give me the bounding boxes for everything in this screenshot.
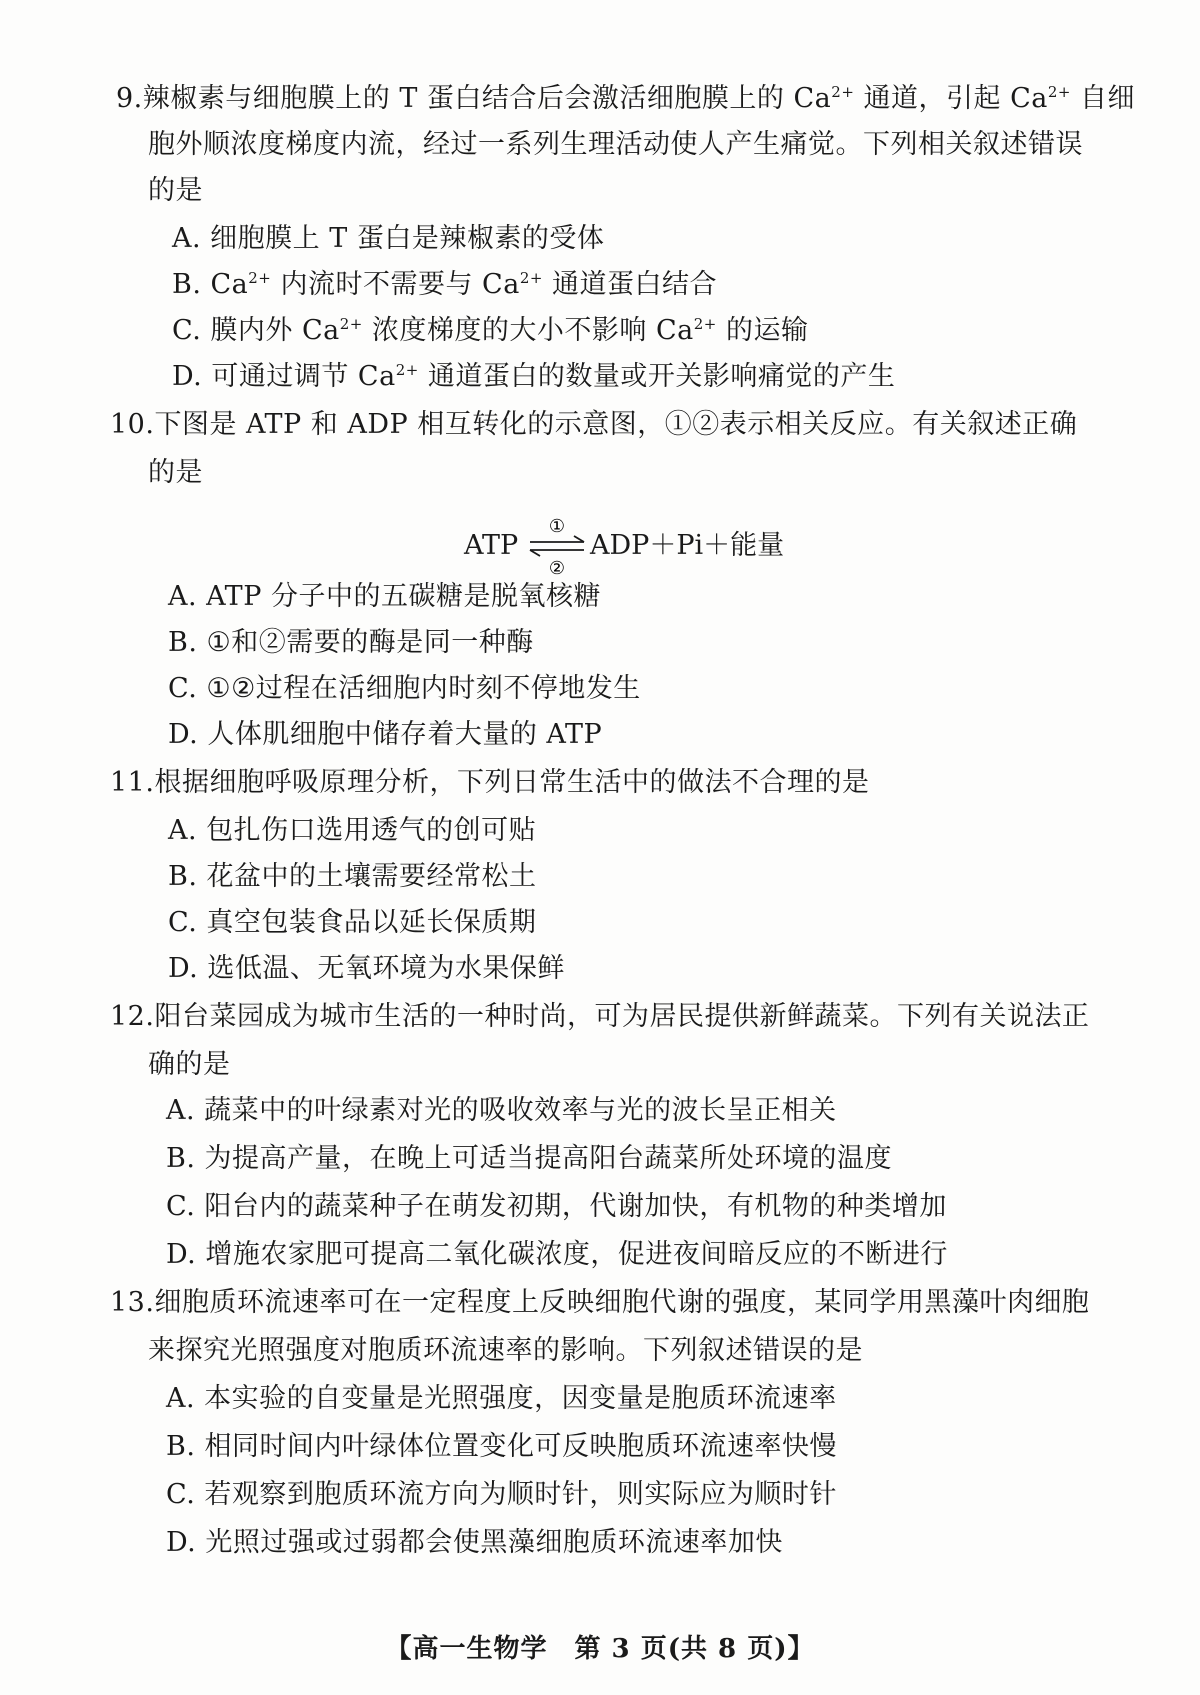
atp-adp-equation <box>464 512 844 582</box>
q13-option-b: B. 相同时间内叶绿体位置变化可反映胞质环流速率快慢 <box>166 1431 838 1462</box>
q9-option-d: D. 可通过调节 $Ca^{2+}$ 通道蛋白的数量或开关影响痛觉的产生 <box>172 361 896 392</box>
q10-stem-line-2: 的是 <box>148 457 203 488</box>
q12-stem-line-2: 确的是 <box>148 1049 231 1080</box>
q13-stem-line-2: 来探究光照强度对胞质环流速率的影响。下列叙述错误的是 <box>148 1335 863 1366</box>
q12-option-a: A. 蔬菜中的叶绿素对光的吸收效率与光的波长呈正相关 <box>166 1095 837 1126</box>
q12-option-c: C. 阳台内的蔬菜种子在萌发初期，代谢加快，有机物的种类增加 <box>166 1191 947 1222</box>
q11-option-b: B. 花盆中的土壤需要经常松土 <box>168 861 537 892</box>
q9-option-a: A. 细胞膜上 T 蛋白是辣椒素的受体 <box>172 223 605 254</box>
q10-stem-line-1: 10.下图是 ATP 和 ADP 相互转化的示意图，①②表示相关反应。有关叙述正确 <box>110 409 1078 440</box>
page-footer: 【高一生物学 第 3 页(共 8 页)】 <box>385 1634 815 1664</box>
q12-stem-line-1: 12.阳台菜园成为城市生活的一种时尚，可为居民提供新鲜蔬菜。下列有关说法正 <box>110 1001 1090 1032</box>
q13-option-c: C. 若观察到胞质环流方向为顺时针，则实际应为顺时针 <box>166 1479 837 1510</box>
q9-stem-line-3: 的是 <box>148 175 203 206</box>
q9-option-c: C. 膜内外 $Ca^{2+}$ 浓度梯度的大小不影响 $Ca^{2+}$ 的运输 <box>172 315 809 346</box>
q13-option-a: A. 本实验的自变量是光照强度，因变量是胞质环流速率 <box>166 1383 837 1414</box>
equation-rhs: ADP＋Pi＋能量 <box>590 530 785 561</box>
q9-option-b: B. $Ca^{2+}$ 内流时不需要与 $Ca^{2+}$ 通道蛋白结合 <box>172 269 718 300</box>
q11-option-c: C. 真空包装食品以延长保质期 <box>168 907 537 938</box>
q10-option-b: B. ①和②需要的酶是同一种酶 <box>168 627 534 658</box>
equation-lhs: ATP <box>464 530 519 561</box>
q10-option-a: A. ATP 分子中的五碳糖是脱氧核糖 <box>168 581 601 612</box>
q13-stem-line-1: 13.细胞质环流速率可在一定程度上反映细胞代谢的强度，某同学用黑藻叶肉细胞 <box>110 1287 1090 1318</box>
reaction-1-label: ① <box>548 516 566 537</box>
q10-option-d: D. 人体肌细胞中储存着大量的 ATP <box>168 719 603 750</box>
q10-option-c: C. ①②过程在活细胞内时刻不停地发生 <box>168 673 641 704</box>
q12-option-b: B. 为提高产量，在晚上可适当提高阳台蔬菜所处环境的温度 <box>166 1143 893 1174</box>
reaction-2-label: ② <box>548 558 566 579</box>
q11-stem: 11.根据细胞呼吸原理分析，下列日常生活中的做法不合理的是 <box>110 767 870 798</box>
q13-option-d: D. 光照过强或过弱都会使黑藻细胞质环流速率加快 <box>166 1527 783 1558</box>
reversible-arrow-icon <box>526 512 588 582</box>
q9-stem-line-2: 胞外顺浓度梯度内流，经过一系列生理活动使人产生痛觉。下列相关叙述错误 <box>148 129 1083 160</box>
q9-stem-line-1: 9.辣椒素与细胞膜上的 T 蛋白结合后会激活细胞膜上的 $Ca^{2+}$ 通道，引起 $Ca^{2+}$ 自细 <box>116 83 1136 114</box>
q11-option-a: A. 包扎伤口选用透气的创可贴 <box>168 815 537 846</box>
q12-option-d: D. 增施农家肥可提高二氧化碳浓度，促进夜间暗反应的不断进行 <box>166 1239 948 1270</box>
q11-option-d: D. 选低温、无氧环境为水果保鲜 <box>168 953 565 984</box>
